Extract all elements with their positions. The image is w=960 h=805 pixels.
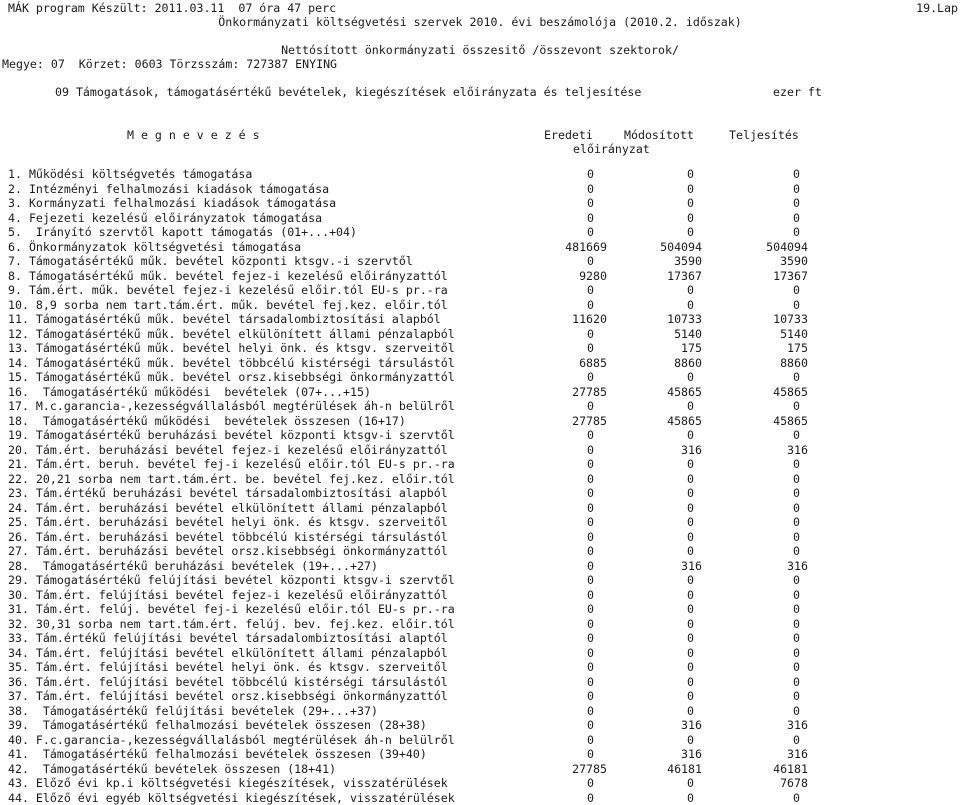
row-modified-value: 0 xyxy=(614,182,694,197)
row-original-value: 0 xyxy=(514,617,594,632)
row-label: 9. Tám.ért. műk. bevétel fejez-i kezelésű előir.tól EU-s pr.-ra xyxy=(8,283,448,298)
row-label: 15. Támogatásértékű műk. bevétel orsz.kisebbségi önkormányzattól xyxy=(8,370,455,385)
report-subtitle: Nettósított önkormányzati összesitő /összevont szektorok/ xyxy=(0,43,960,57)
table-row xyxy=(8,283,960,298)
table-row xyxy=(8,617,960,632)
row-original-value: 0 xyxy=(514,559,594,574)
row-original-value: 27785 xyxy=(527,385,607,400)
table-row xyxy=(8,559,960,574)
row-original-value: 0 xyxy=(514,588,594,603)
row-label: 12. Támogatásértékű műk. bevétel elkülönített állami pénzalapból xyxy=(8,327,455,342)
row-modified-value: 0 xyxy=(614,631,694,646)
row-modified-value: 10733 xyxy=(622,312,702,327)
table-row xyxy=(8,660,960,675)
row-original-value: 0 xyxy=(514,718,594,733)
row-actual-value: 0 xyxy=(720,399,800,414)
row-modified-value: 0 xyxy=(614,399,694,414)
row-label: 19. Támogatásértékű beruházási bevétel központi ktsgv-i szervtől xyxy=(8,428,455,443)
row-label: 29. Támogatásértékű felújítási bevétel központi ktsgv-i szervtől xyxy=(8,573,455,588)
row-actual-value: 0 xyxy=(720,675,800,690)
row-label: 31. Tám.ért. felúj. bevétel fej-i kezelésű előir.tól EU-s pr.-ra xyxy=(8,602,455,617)
row-original-value: 27785 xyxy=(527,762,607,777)
row-original-value: 0 xyxy=(514,167,594,182)
row-label: 23. Tám.értékű beruházási bevétel társadalombiztosítási alapból xyxy=(8,486,448,501)
table-row xyxy=(8,457,960,472)
data-table xyxy=(8,167,960,805)
table-row xyxy=(8,588,960,603)
column-header-name: M e g n e v e z é s xyxy=(127,128,260,142)
row-actual-value: 0 xyxy=(720,617,800,632)
row-modified-value: 0 xyxy=(614,167,694,182)
row-label: 4. Fejezeti kezelésű előirányzatok támogatása xyxy=(8,211,322,226)
row-actual-value: 0 xyxy=(720,660,800,675)
row-actual-value: 0 xyxy=(720,225,800,240)
row-modified-value: 0 xyxy=(614,501,694,516)
row-label: 36. Tám.ért. felújítási bevétel többcélú kistérségi társulástól xyxy=(8,675,448,690)
row-actual-value: 0 xyxy=(720,211,800,226)
row-actual-value: 0 xyxy=(720,791,800,805)
row-modified-value: 175 xyxy=(622,341,702,356)
row-original-value: 0 xyxy=(514,602,594,617)
row-original-value: 0 xyxy=(514,486,594,501)
row-original-value: 0 xyxy=(514,182,594,197)
row-label: 35. Tám.ért. felújítási bevétel helyi önk. és ktsgv. szerveitől xyxy=(8,660,448,675)
table-row xyxy=(8,776,960,791)
table-row xyxy=(8,254,960,269)
row-actual-value: 0 xyxy=(720,602,800,617)
row-label: 30. Tám.ért. felújítási bevétel fejez-i kezelésű előirányzattól xyxy=(8,588,448,603)
row-modified-value: 0 xyxy=(614,704,694,719)
row-label: 32. 30,31 sorba nem tart.tám.ért. felúj. bev. fej.kez. előir.tól xyxy=(8,617,455,632)
row-actual-value: 0 xyxy=(720,196,800,211)
row-actual-value: 0 xyxy=(720,544,800,559)
row-modified-value: 0 xyxy=(614,457,694,472)
row-original-value: 9280 xyxy=(527,269,607,284)
row-actual-value: 316 xyxy=(728,443,808,458)
row-modified-value: 0 xyxy=(614,675,694,690)
row-original-value: 0 xyxy=(514,225,594,240)
row-original-value: 0 xyxy=(514,791,594,805)
table-row xyxy=(8,530,960,545)
page-number: 19.Lap xyxy=(916,1,958,15)
table-row xyxy=(8,225,960,240)
row-label: 40. F.c.garancia-,kezességvállalásból megtérülések áh-n belülről xyxy=(8,733,455,748)
row-modified-value: 0 xyxy=(614,733,694,748)
row-label: 20. Tám.ért. beruházási bevétel fejez-i kezelésű előirányzattól xyxy=(8,443,448,458)
row-actual-value: 7678 xyxy=(728,776,808,791)
table-row xyxy=(8,573,960,588)
row-actual-value: 0 xyxy=(720,370,800,385)
row-label: 42. Támogatásértékű bevételek összesen (18+41) xyxy=(8,762,336,777)
row-original-value: 0 xyxy=(514,573,594,588)
table-row xyxy=(8,675,960,690)
row-modified-value: 0 xyxy=(614,588,694,603)
row-original-value: 0 xyxy=(514,283,594,298)
row-label: 22. 20,21 sorba nem tart.tám.ért. be. bevétel fej.kez. előir.tól xyxy=(8,472,455,487)
row-label: 28. Támogatásértékű beruházási bevételek (19+...+27) xyxy=(8,559,378,574)
table-row xyxy=(8,196,960,211)
row-modified-value: 0 xyxy=(614,530,694,545)
row-actual-value: 0 xyxy=(720,631,800,646)
row-original-value: 0 xyxy=(514,544,594,559)
row-modified-value: 0 xyxy=(614,791,694,805)
row-label: 2. Intézményi felhalmozási kiadások támogatása xyxy=(8,182,329,197)
row-actual-value: 0 xyxy=(720,646,800,661)
row-modified-value: 316 xyxy=(622,718,702,733)
row-modified-value: 504094 xyxy=(622,240,702,255)
row-modified-value: 0 xyxy=(614,196,694,211)
row-modified-value: 0 xyxy=(614,646,694,661)
row-original-value: 0 xyxy=(514,341,594,356)
row-modified-value: 45865 xyxy=(622,414,702,429)
row-actual-value: 45865 xyxy=(728,414,808,429)
row-original-value: 0 xyxy=(514,646,594,661)
row-modified-value: 0 xyxy=(614,486,694,501)
row-original-value: 27785 xyxy=(527,414,607,429)
row-label: 3. Kormányzati felhalmozási kiadások támogatása xyxy=(8,196,336,211)
row-original-value: 0 xyxy=(514,776,594,791)
table-row xyxy=(8,182,960,197)
row-actual-value: 0 xyxy=(720,530,800,545)
table-row xyxy=(8,399,960,414)
row-label: 5. Irányító szervtől kapott támogatás (01+...+04) xyxy=(8,225,357,240)
table-row xyxy=(8,472,960,487)
row-actual-value: 10733 xyxy=(728,312,808,327)
row-modified-value: 17367 xyxy=(622,269,702,284)
row-actual-value: 0 xyxy=(720,515,800,530)
row-original-value: 0 xyxy=(514,515,594,530)
row-label: 14. Támogatásértékű műk. bevétel többcélú kistérségi társulástól xyxy=(8,356,455,371)
row-actual-value: 175 xyxy=(728,341,808,356)
row-label: 11. Támogatásértékű műk. bevétel társadalombiztosítási alapból xyxy=(8,312,441,327)
row-modified-value: 0 xyxy=(614,370,694,385)
table-row xyxy=(8,298,960,313)
table-row xyxy=(8,211,960,226)
row-original-value: 0 xyxy=(514,327,594,342)
row-actual-value: 0 xyxy=(720,428,800,443)
row-actual-value: 0 xyxy=(720,689,800,704)
row-actual-value: 0 xyxy=(720,457,800,472)
table-row xyxy=(8,269,960,284)
table-row xyxy=(8,240,960,255)
row-actual-value: 17367 xyxy=(728,269,808,284)
row-label: 27. Tám.ért. beruházási bevétel orsz.kisebbségi önkormányzattól xyxy=(8,544,448,559)
row-original-value: 0 xyxy=(514,428,594,443)
row-actual-value: 3590 xyxy=(728,254,808,269)
row-actual-value: 0 xyxy=(720,298,800,313)
row-actual-value: 0 xyxy=(720,573,800,588)
row-modified-value: 0 xyxy=(614,283,694,298)
row-actual-value: 0 xyxy=(720,167,800,182)
row-original-value: 0 xyxy=(514,399,594,414)
column-header-original-sub: előirányzat xyxy=(573,142,650,156)
table-row xyxy=(8,747,960,762)
row-label: 41. Támogatásértékű felhalmozási bevételek összesen (39+40) xyxy=(8,747,427,762)
table-row xyxy=(8,501,960,516)
row-modified-value: 8860 xyxy=(622,356,702,371)
table-row xyxy=(8,646,960,661)
table-row xyxy=(8,718,960,733)
unit-label: ezer ft xyxy=(773,85,822,99)
row-label: 10. 8,9 sorba nem tart.tám.ért. műk. bevétel fej.kez. előir.tól xyxy=(8,298,448,313)
table-row xyxy=(8,515,960,530)
row-modified-value: 46181 xyxy=(622,762,702,777)
row-original-value: 0 xyxy=(514,298,594,313)
column-header-actual: Teljesítés xyxy=(729,128,799,142)
table-row xyxy=(8,631,960,646)
table-row xyxy=(8,689,960,704)
row-label: 17. M.c.garancia-,kezességvállalásból megtérülések áh-n belülről xyxy=(8,399,455,414)
row-label: 7. Támogatásértékű műk. bevétel központi ktsgv.-i szervtől xyxy=(8,254,413,269)
row-modified-value: 0 xyxy=(614,689,694,704)
row-original-value: 6885 xyxy=(527,356,607,371)
table-row xyxy=(8,486,960,501)
row-original-value: 0 xyxy=(514,457,594,472)
table-row xyxy=(8,704,960,719)
table-row xyxy=(8,327,960,342)
row-label: 1. Működési költségvetés támogatása xyxy=(8,167,252,182)
row-label: 25. Tám.ért. beruházási bevétel helyi önk. és ktsgv. szerveitől xyxy=(8,515,448,530)
row-modified-value: 0 xyxy=(614,225,694,240)
row-actual-value: 5140 xyxy=(728,327,808,342)
row-label: 38. Támogatásértékű felújítási bevételek (29+...+37) xyxy=(8,704,378,719)
row-original-value: 481669 xyxy=(527,240,607,255)
table-row xyxy=(8,762,960,777)
row-original-value: 0 xyxy=(514,733,594,748)
row-label: 21. Tám.ért. beruh. bevétel fej-i kezelésű előir.tól EU-s pr.-ra xyxy=(8,457,455,472)
row-label: 16. Támogatásértékű működési bevételek (07+...+15) xyxy=(8,385,371,400)
row-modified-value: 45865 xyxy=(622,385,702,400)
table-row xyxy=(8,414,960,429)
row-modified-value: 0 xyxy=(614,602,694,617)
row-actual-value: 0 xyxy=(720,182,800,197)
row-label: 34. Tám.ért. felújítási bevétel elkülönített állami pénzalapból xyxy=(8,646,448,661)
row-modified-value: 0 xyxy=(614,298,694,313)
row-original-value: 0 xyxy=(514,211,594,226)
row-modified-value: 0 xyxy=(614,472,694,487)
table-row xyxy=(8,544,960,559)
row-modified-value: 316 xyxy=(622,559,702,574)
row-label: 37. Tám.ért. felújítási bevétel orsz.kisebbségi önkormányzattól xyxy=(8,689,448,704)
row-actual-value: 504094 xyxy=(728,240,808,255)
row-original-value: 0 xyxy=(514,530,594,545)
row-modified-value: 316 xyxy=(622,443,702,458)
row-original-value: 0 xyxy=(514,254,594,269)
table-row xyxy=(8,356,960,371)
row-original-value: 0 xyxy=(514,370,594,385)
report-title: Önkormányzati költségvetési szervek 2010. évi beszámolója (2010.2. időszak) xyxy=(0,15,960,29)
row-original-value: 0 xyxy=(514,443,594,458)
row-label: 18. Támogatásértékű működési bevételek összesen (16+17) xyxy=(8,414,406,429)
row-modified-value: 0 xyxy=(614,660,694,675)
row-original-value: 0 xyxy=(514,631,594,646)
row-original-value: 0 xyxy=(514,501,594,516)
row-original-value: 0 xyxy=(514,196,594,211)
table-row xyxy=(8,370,960,385)
row-actual-value: 0 xyxy=(720,733,800,748)
row-label: 24. Tám.ért. beruházási bevétel elkülönített állami pénzalapból xyxy=(8,501,448,516)
row-actual-value: 316 xyxy=(728,747,808,762)
row-actual-value: 8860 xyxy=(728,356,808,371)
table-row xyxy=(8,385,960,400)
row-original-value: 0 xyxy=(514,675,594,690)
row-actual-value: 0 xyxy=(720,588,800,603)
row-modified-value: 0 xyxy=(614,211,694,226)
table-row xyxy=(8,312,960,327)
row-original-value: 0 xyxy=(514,472,594,487)
row-label: 8. Támogatásértékű műk. bevétel fejez-i kezelésű előirányzattól xyxy=(8,269,448,284)
row-modified-value: 0 xyxy=(614,428,694,443)
row-modified-value: 0 xyxy=(614,515,694,530)
row-actual-value: 0 xyxy=(720,704,800,719)
row-modified-value: 0 xyxy=(614,544,694,559)
row-original-value: 0 xyxy=(514,689,594,704)
table-row xyxy=(8,733,960,748)
row-modified-value: 0 xyxy=(614,776,694,791)
row-original-value: 0 xyxy=(514,704,594,719)
row-label: 43. Előző évi kp.i költségvetési kiegészítések, visszatérülések xyxy=(8,776,448,791)
row-original-value: 0 xyxy=(514,747,594,762)
row-actual-value: 316 xyxy=(728,718,808,733)
table-row xyxy=(8,167,960,182)
table-title: 09 Támogatások, támogatásértékű bevételek, kiegészítések előirányzata és teljesítése xyxy=(55,85,641,99)
row-modified-value: 0 xyxy=(614,573,694,588)
row-label: 33. Tám.értékű felújítási bevétel társadalombiztosítási alaptól xyxy=(8,631,448,646)
location-info: Megye: 07 Körzet: 0603 Törzsszám: 727387 ENYING xyxy=(2,57,337,71)
row-actual-value: 0 xyxy=(720,486,800,501)
table-row xyxy=(8,602,960,617)
column-header-original: Eredeti xyxy=(544,128,593,142)
row-modified-value: 5140 xyxy=(622,327,702,342)
row-label: 26. Tám.ért. beruházási bevétel többcélú kistérségi társulástól xyxy=(8,530,448,545)
row-actual-value: 0 xyxy=(720,501,800,516)
row-modified-value: 316 xyxy=(622,747,702,762)
row-label: 39. Támogatásértékű felhalmozási bevételek összesen (28+38) xyxy=(8,718,427,733)
row-actual-value: 316 xyxy=(728,559,808,574)
row-actual-value: 0 xyxy=(720,283,800,298)
row-original-value: 11620 xyxy=(527,312,607,327)
row-label: 13. Támogatásértékű műk. bevétel helyi önk. és ktsgv. szerveitől xyxy=(8,341,455,356)
row-original-value: 0 xyxy=(514,660,594,675)
row-label: 44. Előző évi egyéb költségvetési kiegészítések, visszatérülések xyxy=(8,791,455,805)
row-modified-value: 3590 xyxy=(622,254,702,269)
row-actual-value: 0 xyxy=(720,472,800,487)
report-generated-info: MÁK program Készült: 2011.03.11 07 óra 47 perc xyxy=(8,1,336,15)
column-header-modified: Módosított xyxy=(624,128,694,142)
table-row xyxy=(8,791,960,805)
table-row xyxy=(8,341,960,356)
table-row xyxy=(8,428,960,443)
row-actual-value: 46181 xyxy=(728,762,808,777)
row-label: 6. Önkormányzatok költségvetési támogatása xyxy=(8,240,301,255)
row-actual-value: 45865 xyxy=(728,385,808,400)
row-modified-value: 0 xyxy=(614,617,694,632)
table-row xyxy=(8,443,960,458)
